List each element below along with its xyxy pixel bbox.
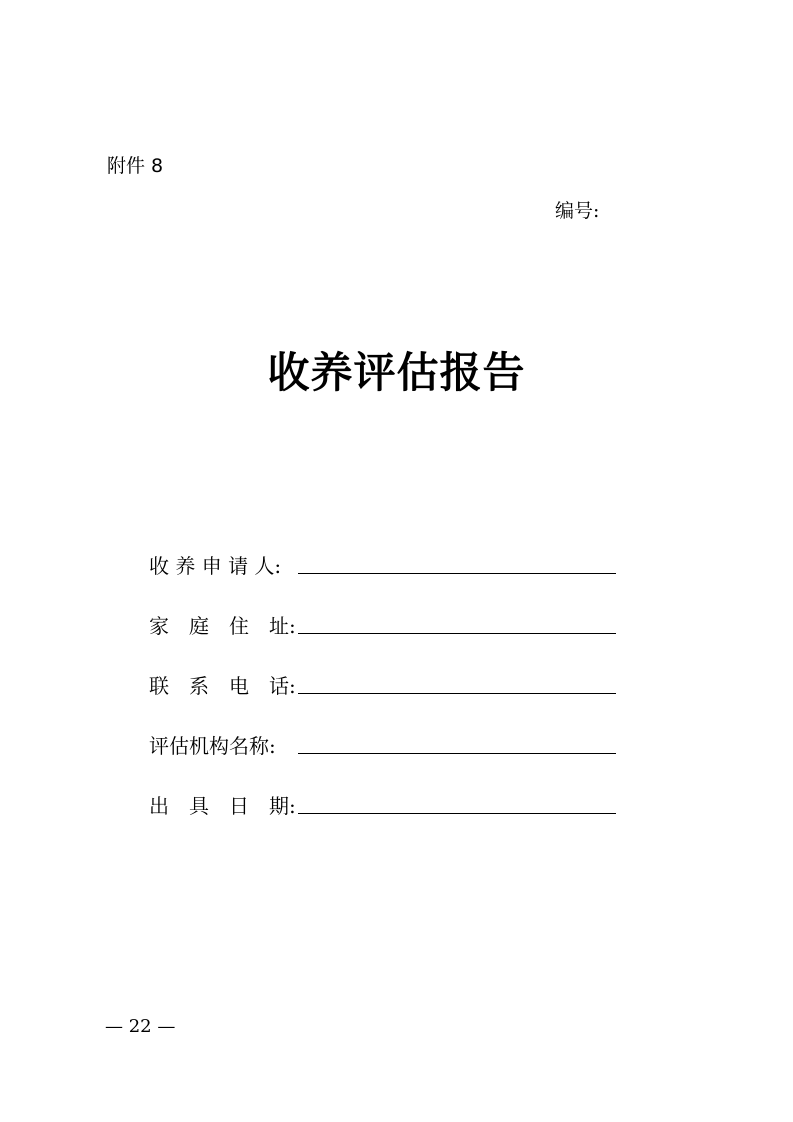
issue-date-fill-line (298, 813, 616, 814)
address-label: 家 庭 住 址: (149, 614, 296, 638)
agency-name-label: 评估机构名称: (149, 734, 276, 758)
applicant-fill-line (298, 573, 616, 574)
serial-number-label: 编号: (555, 200, 600, 222)
phone-label: 联 系 电 话: (149, 674, 296, 698)
applicant-label: 收 养 申 请 人: (149, 554, 282, 578)
page-number: — 22 — (105, 1016, 176, 1037)
phone-fill-line (298, 693, 616, 694)
report-title: 收养评估报告 (267, 348, 526, 397)
form-row-agency (149, 728, 619, 788)
cover-form (149, 548, 619, 848)
attachment-label: 附件 8 (107, 155, 164, 177)
form-row-issue-date (149, 788, 619, 848)
form-row-applicant (149, 548, 619, 608)
form-row-address (149, 608, 619, 668)
agency-name-fill-line (298, 753, 616, 754)
form-row-phone (149, 668, 619, 728)
address-fill-line (298, 633, 616, 634)
issue-date-label: 出 具 日 期: (149, 794, 296, 818)
